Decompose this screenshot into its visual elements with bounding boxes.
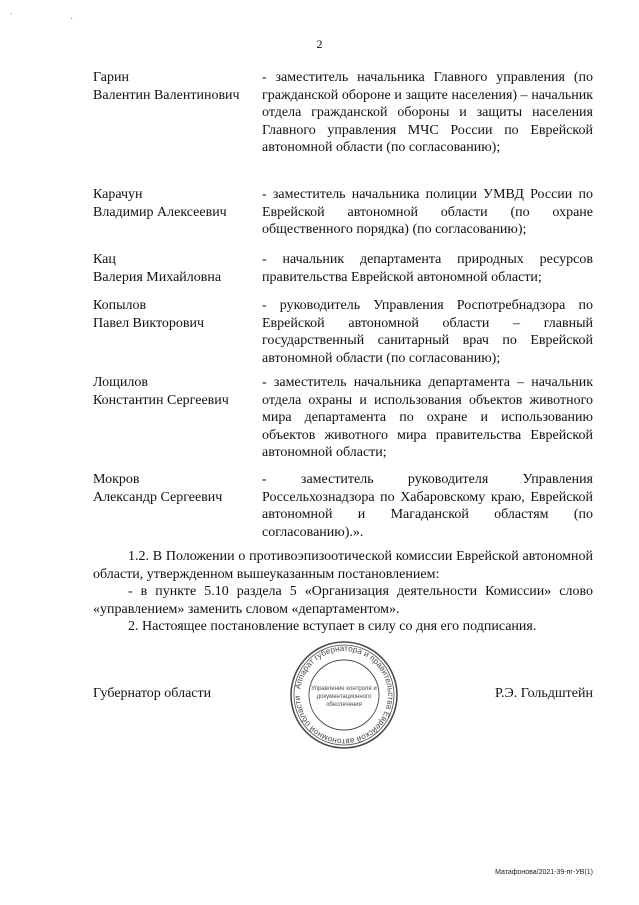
corner-marks: ` . bbox=[10, 12, 101, 21]
member-given-names: Павел Викторович bbox=[93, 315, 205, 331]
member-surname: Мокров bbox=[93, 472, 140, 487]
signature-title: Губернатор области bbox=[93, 686, 212, 701]
member-surname: Карачун bbox=[93, 187, 143, 202]
stamp-center-line-3: обеспечения bbox=[326, 702, 362, 708]
member-given-names: Александр Сергеевич bbox=[93, 489, 223, 505]
member-name bbox=[93, 297, 263, 332]
official-stamp bbox=[289, 640, 399, 750]
member-given-names: Константин Сергеевич bbox=[93, 392, 229, 408]
member-name bbox=[93, 374, 263, 409]
stamp-seal-icon bbox=[289, 640, 399, 750]
member-name bbox=[93, 69, 263, 104]
member-surname: Кац bbox=[93, 252, 116, 267]
member-surname: Лощилов bbox=[93, 375, 149, 390]
page-number: 2 bbox=[316, 37, 323, 51]
member-surname: Копылов bbox=[93, 298, 147, 313]
member-name bbox=[93, 471, 263, 506]
stamp-ring-text: Аппарат губернатора и правительства Еврейской автономной области bbox=[292, 643, 396, 747]
member-name bbox=[93, 186, 263, 221]
member-name bbox=[93, 251, 263, 286]
paragraph-1-2-item: - в пункте 5.10 раздела 5 «Организация деятельности Комиссии» слово «управлением» заменить словом «департаментом». bbox=[93, 584, 593, 617]
paragraph-1-2: 1.2. В Положении о противоэпизоотической комиссии Еврейской автономной области, утвержденном вышеуказанным постановлением: bbox=[93, 549, 593, 582]
stamp-center-line-1: Управление контроля и bbox=[311, 686, 377, 692]
member-role: - начальник департамента природных ресурсов правительства Еврейской автономной области; bbox=[262, 252, 593, 285]
member-role: - заместитель начальника Главного управления (по гражданской обороне и защите населения) – начальник отдела гражданской обороны и защиты населения Главного управления МЧС России по Еврейской автономной области (по согласованию); bbox=[262, 70, 593, 155]
member-surname: Гарин bbox=[93, 70, 129, 85]
member-given-names: Валерия Михайловна bbox=[93, 269, 222, 285]
member-role: - заместитель начальника департамента – начальник отдела охраны и использования объектов животного мира департамента по охране и использованию объектов животного мира правительства Еврейской автономной области; bbox=[262, 375, 593, 460]
signature-name: Р.Э. Гольдштейн bbox=[494, 686, 593, 701]
member-given-names: Владимир Алексеевич bbox=[93, 204, 227, 220]
footer-document-code: Матафонова/2021-39-пг-УВ(1) bbox=[495, 869, 593, 876]
member-given-names: Валентин Валентинович bbox=[93, 87, 240, 103]
stamp-center-line-2: документационного bbox=[316, 694, 372, 700]
member-role: - заместитель руководителя Управления Россельхознадзора по Хабаровскому краю, Еврейской автономной и Магаданской областям (по согласованию).». bbox=[262, 472, 593, 540]
member-role: - руководитель Управления Роспотребнадзора по Еврейской автономной области – главный государственный санитарный врач по Еврейской автономной области (по согласованию); bbox=[262, 298, 593, 366]
member-role: - заместитель начальника полиции УМВД России по Еврейской автономной области (по охране общественного порядка) (по согласованию); bbox=[262, 187, 593, 237]
paragraph-2: 2. Настоящее постановление вступает в силу со дня его подписания. bbox=[128, 619, 537, 634]
